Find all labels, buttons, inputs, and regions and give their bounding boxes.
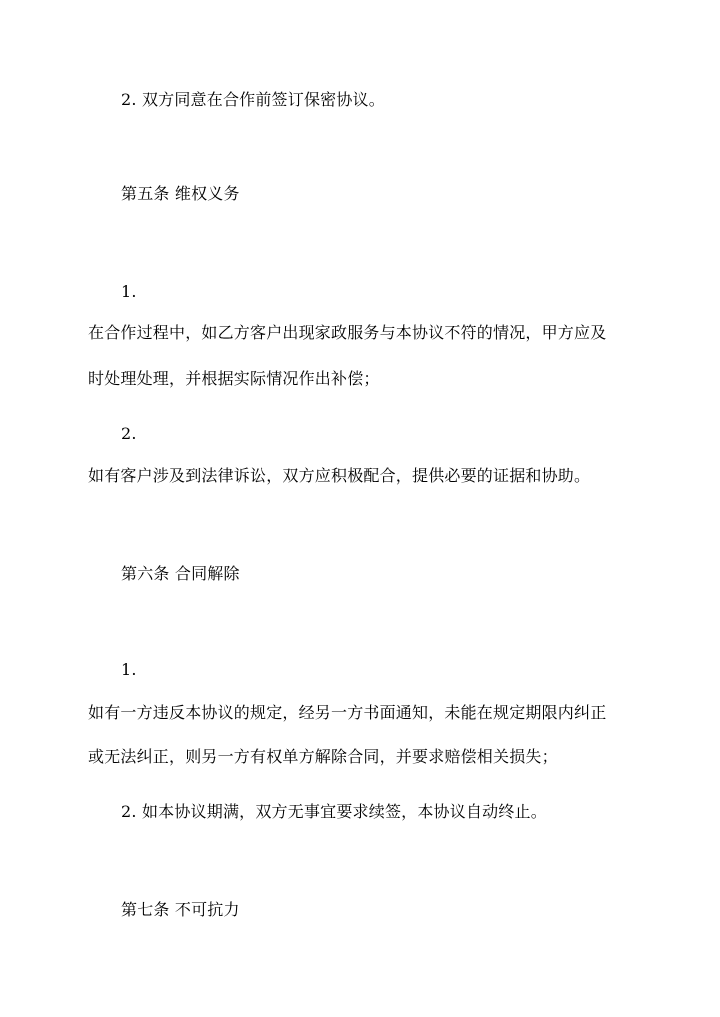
article-6-heading: 第六条 合同解除 bbox=[121, 564, 240, 583]
article-5-item-2-number: 2. bbox=[121, 424, 137, 443]
clause-4-item-2: 2. 双方同意在合作前签订保密协议。 bbox=[121, 90, 385, 109]
article-5-item-1-text-line-2: 时处理处理，并根据实际情况作出补偿； bbox=[88, 369, 380, 388]
article-6-item-1-text-line-1: 如有一方违反本协议的规定，经另一方书面通知，未能在规定期限内纠正 bbox=[88, 703, 607, 722]
article-7-heading: 第七条 不可抗力 bbox=[121, 900, 240, 919]
article-6-item-1-text-line-2: 或无法纠正，则另一方有权单方解除合同，并要求赔偿相关损失； bbox=[88, 747, 558, 766]
article-6-item-2: 2. 如本协议期满，双方无事宜要求续签，本协议自动终止。 bbox=[121, 802, 547, 821]
article-5-item-2-text: 如有客户涉及到法律诉讼，双方应积极配合，提供必要的证据和协助。 bbox=[88, 466, 591, 485]
article-5-item-1-number: 1. bbox=[121, 282, 137, 301]
article-5-heading: 第五条 维权义务 bbox=[121, 184, 240, 203]
article-5-item-1-text-line-1: 在合作过程中，如乙方客户出现家政服务与本协议不符的情况，甲方应及 bbox=[88, 323, 607, 342]
article-6-item-1-number: 1. bbox=[121, 660, 137, 679]
